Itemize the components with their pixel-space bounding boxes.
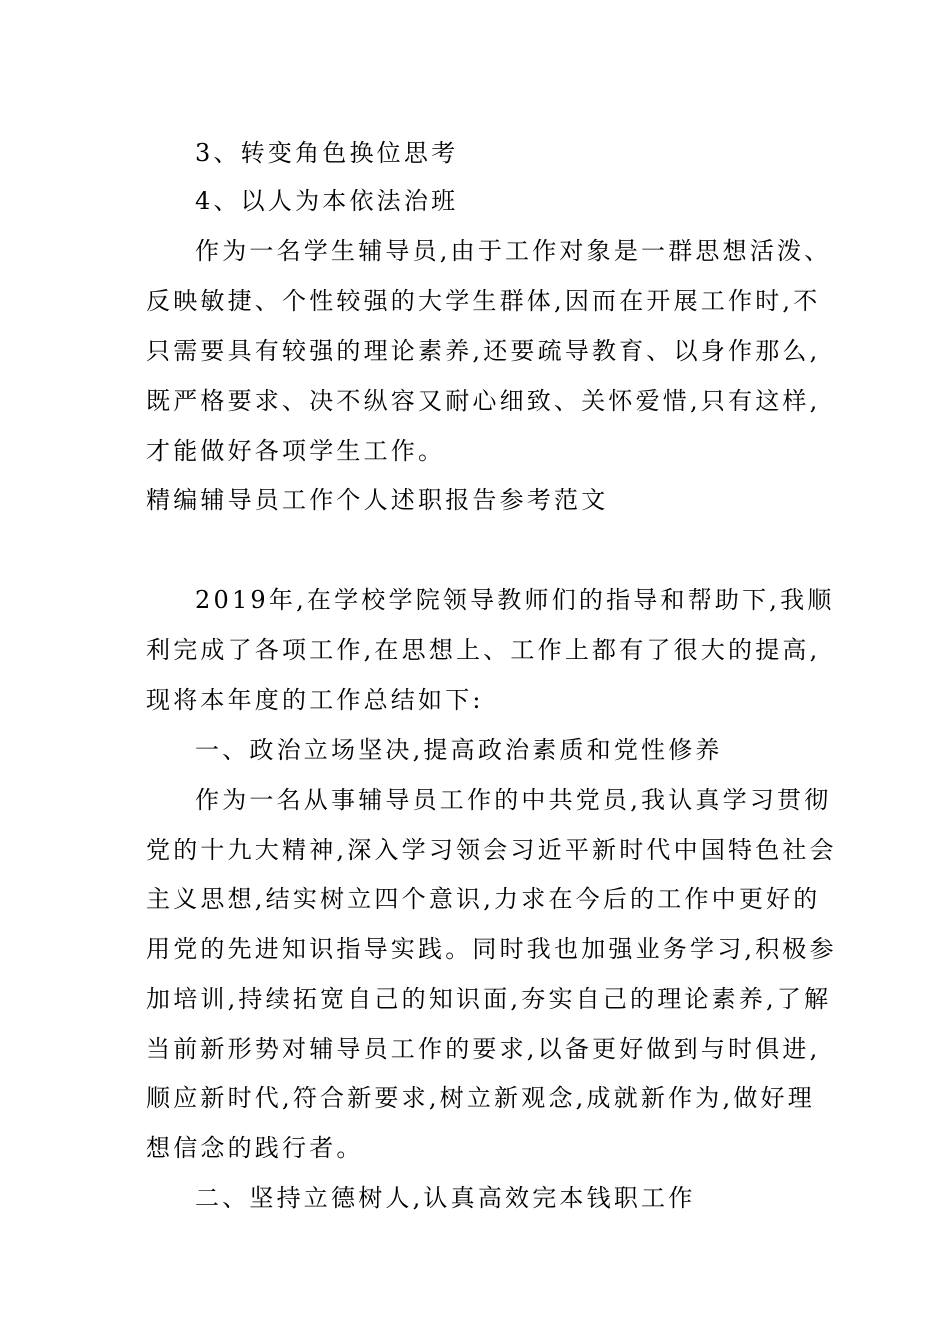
paragraph-line: 顺应新时代,符合新要求,树立新观念,成就新作为,做好理 [146,1084,815,1112]
section-heading: 二、坚持立德树人,认真高效完本钱职工作 [195,1184,696,1212]
paragraph-line: 主义思想,结实树立四个意识,力求在今后的工作中更好的 [146,885,821,913]
section-heading: 一、政治立场坚决,提高政治素质和党性修养 [195,736,723,764]
paragraph-line: 才能做好各项学生工作。 [146,437,446,465]
paragraph-line: 党的十九大精神,深入学习领会习近平新时代中国特色社会 [146,836,837,864]
paragraph-line: 反映敏捷、个性较强的大学生群体,因而在开展工作时,不 [146,287,821,315]
paragraph-line: 利完成了各项工作,在思想上、工作上都有了很大的提高, [146,636,821,664]
list-item-3: 3、转变角色换位思考 [195,139,459,167]
paragraph-line: 加培训,持续拓宽自己的知识面,夯实自己的理论素养,了解 [146,985,832,1013]
paragraph-line: 用党的先进知识指导实践。同时我也加强业务学习,积极参 [146,935,837,963]
paragraph-line: 只需要具有较强的理论素养,还要疏导教育、以身作那么, [146,337,821,365]
paragraph-line: 作为一名从事辅导员工作的中共党员,我认真学习贯彻 [195,786,832,814]
paragraph-line: 想信念的践行者。 [146,1134,364,1162]
paragraph-line: 现将本年度的工作总结如下: [146,686,484,714]
paragraph-line: 既严格要求、决不纵容又耐心细致、关怀爱惜,只有这样, [146,387,821,415]
paragraph-line: 2019年,在学校学院领导教师们的指导和帮助下,我顺 [195,586,835,614]
document-title: 精编辅导员工作个人述职报告参考范文 [146,486,609,514]
paragraph-line: 当前新形势对辅导员工作的要求,以备更好做到与时俱进, [146,1035,821,1063]
paragraph-line: 作为一名学生辅导员,由于工作对象是一群思想活泼、 [195,237,832,265]
list-item-4: 4、以人为本依法治班 [195,187,459,215]
